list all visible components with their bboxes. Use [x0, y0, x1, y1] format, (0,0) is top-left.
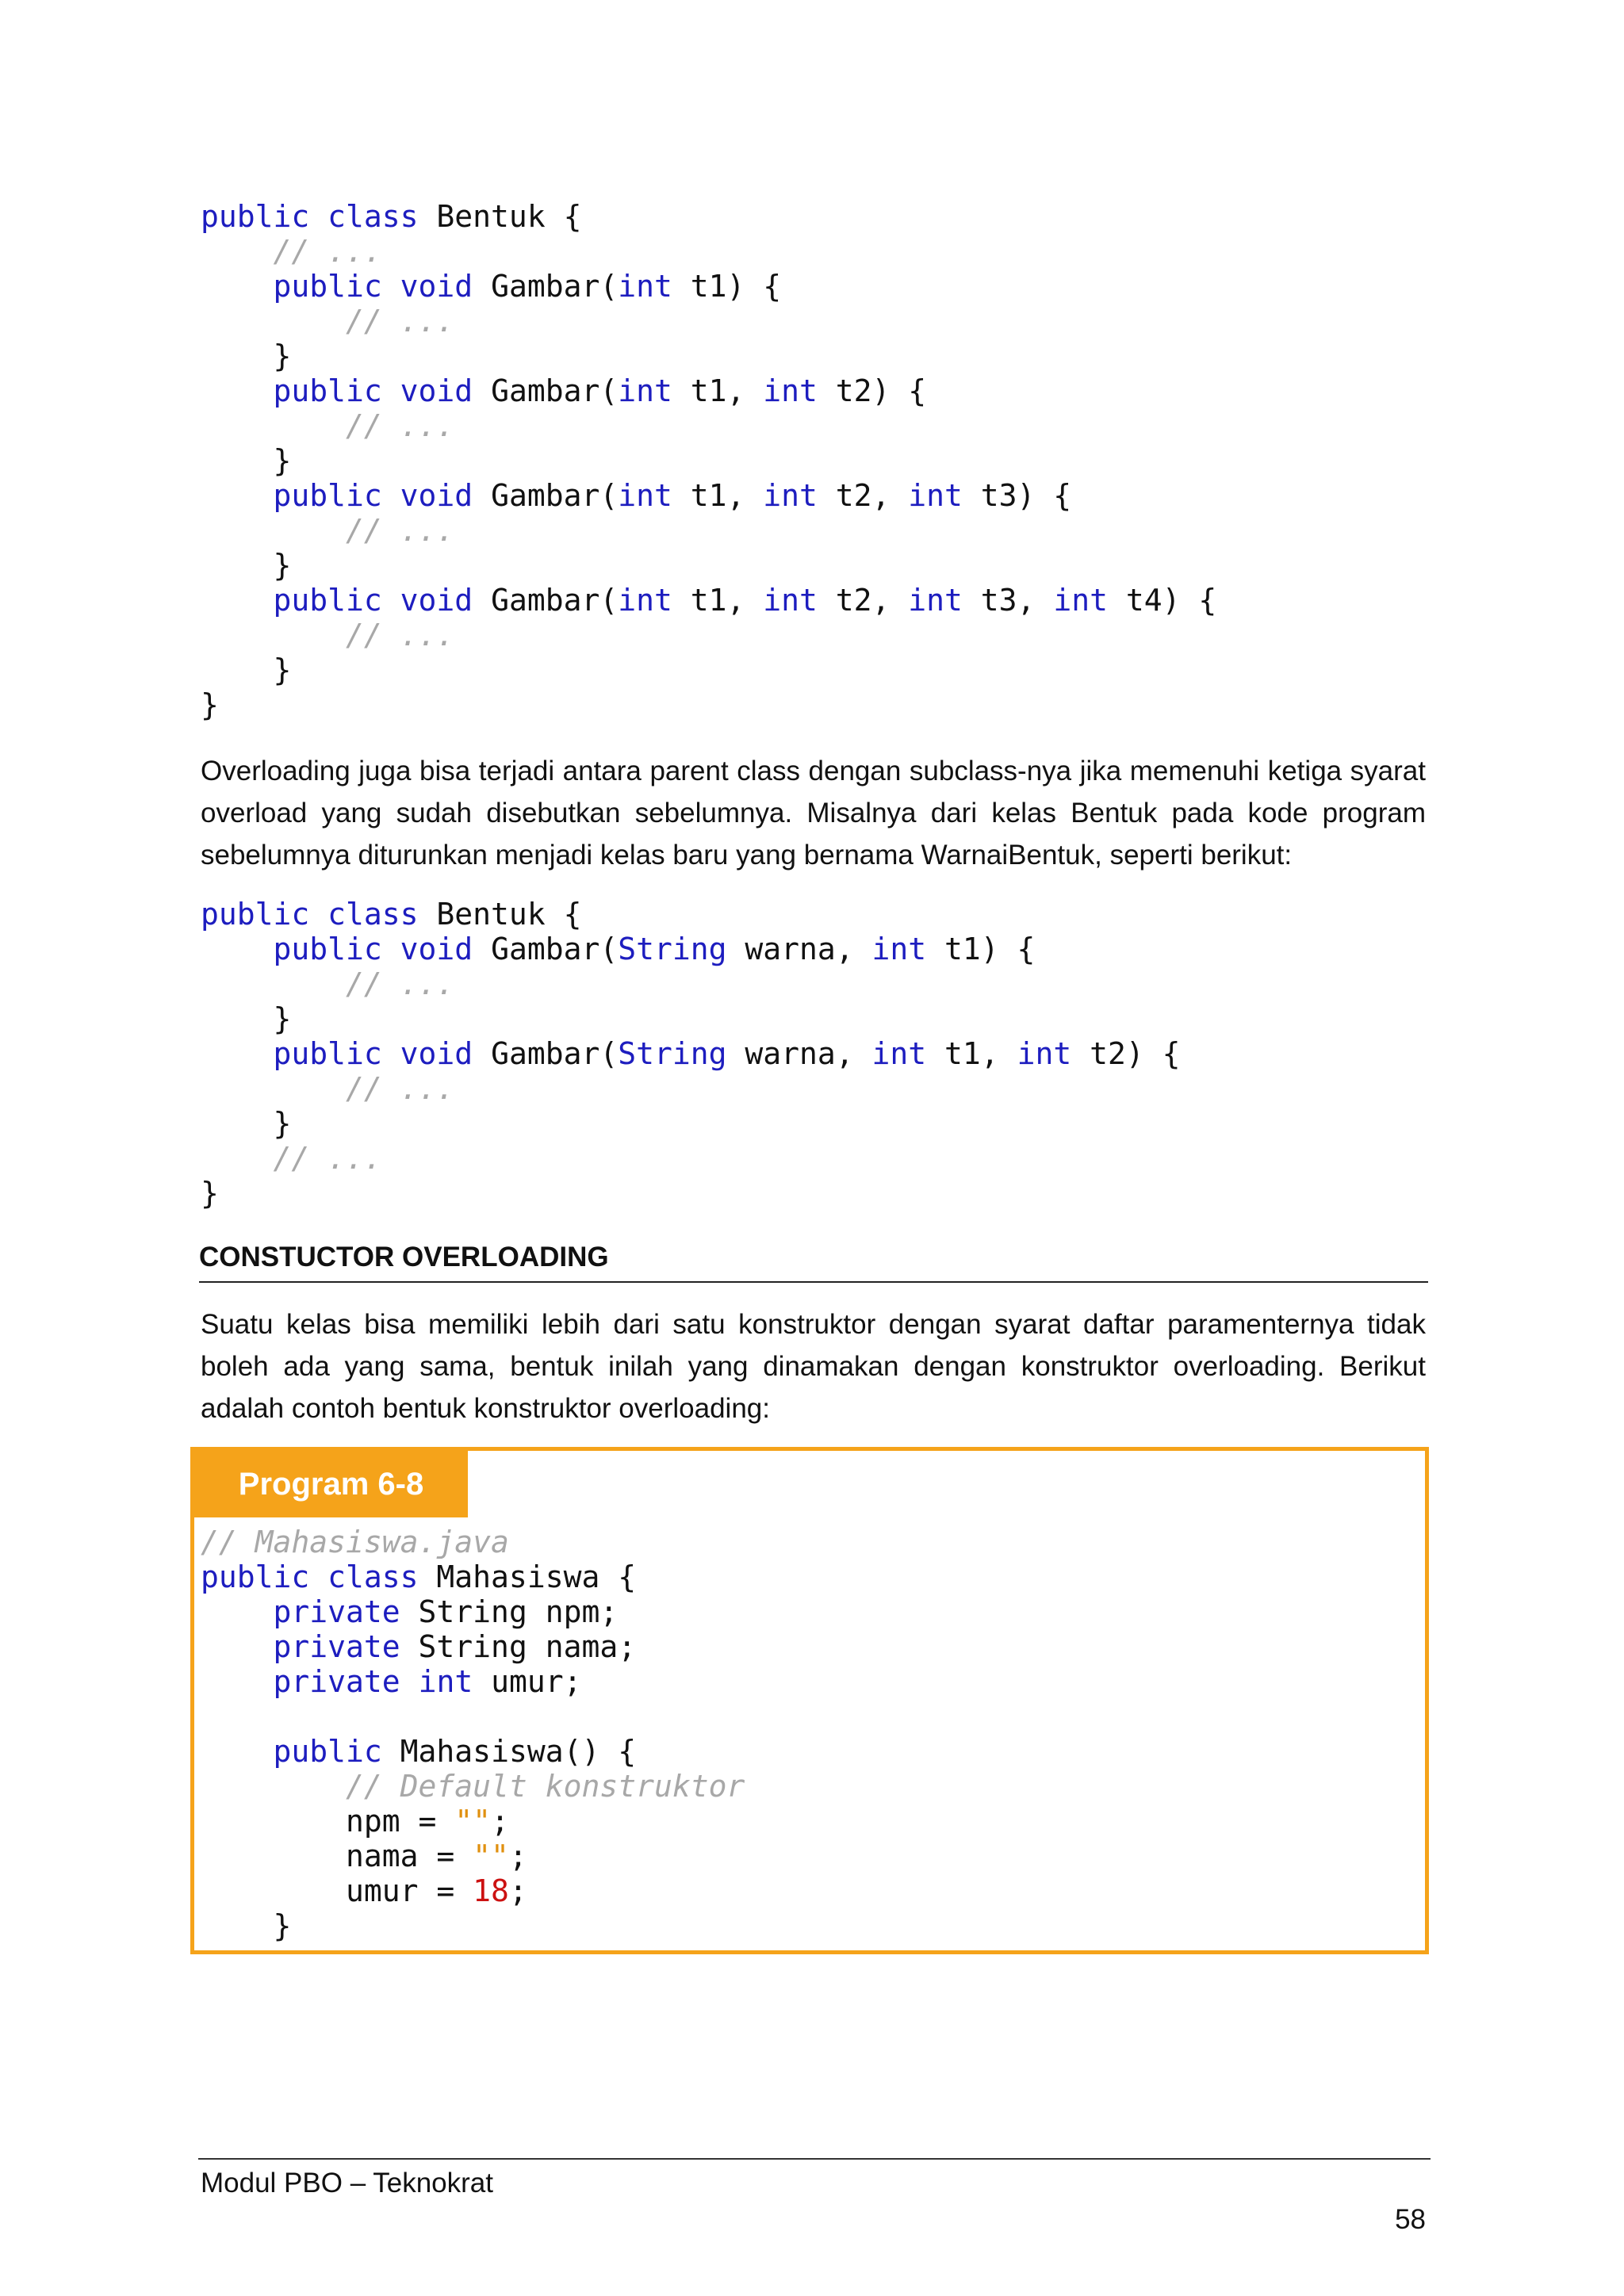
code-token — [201, 1769, 346, 1804]
code-token: warna, — [726, 932, 872, 966]
code-token: } — [201, 443, 292, 478]
code-token — [201, 583, 274, 618]
code-block-mahasiswa — [201, 1525, 745, 1943]
code-token: t2, — [817, 478, 909, 513]
code-comment: // ... — [346, 304, 455, 339]
code-token — [201, 1629, 274, 1664]
code-token: t4) { — [1107, 583, 1217, 618]
code-token — [400, 1664, 419, 1699]
code-keyword: public void — [273, 583, 473, 618]
code-token: Bentuk { — [418, 897, 582, 932]
code-token — [201, 478, 274, 513]
code-comment: // Mahasiswa.java — [201, 1525, 509, 1559]
code-line — [201, 1769, 745, 1804]
code-token: } — [201, 1908, 292, 1943]
code-token — [201, 1734, 274, 1769]
code-token — [201, 269, 274, 304]
code-line — [201, 652, 1216, 687]
code-keyword: int — [763, 373, 818, 408]
code-keyword: private — [273, 1594, 400, 1629]
code-token: } — [201, 652, 292, 687]
code-keyword: String — [618, 1036, 727, 1071]
footer-module-title: Modul PBO – Teknokrat — [201, 2168, 493, 2198]
code-number: 18 — [473, 1873, 509, 1908]
code-line — [201, 339, 1216, 373]
code-token — [201, 373, 274, 408]
code-line — [201, 443, 1216, 478]
code-comment: // ... — [346, 966, 455, 1001]
code-token — [201, 1664, 274, 1699]
code-line — [201, 1176, 1180, 1211]
code-token: } — [201, 1176, 219, 1211]
code-token — [201, 408, 346, 443]
code-comment: // Default konstruktor — [346, 1769, 745, 1804]
code-token — [201, 513, 346, 548]
code-token — [201, 618, 346, 652]
code-token: Gambar( — [473, 1036, 619, 1071]
code-keyword: int — [618, 373, 672, 408]
code-token: t1, — [672, 478, 764, 513]
code-line — [201, 1036, 1180, 1071]
code-line — [201, 304, 1216, 339]
code-token: ; — [508, 1873, 527, 1908]
code-keyword: public void — [273, 373, 473, 408]
code-line — [201, 583, 1216, 618]
code-token: t3, — [962, 583, 1054, 618]
code-token: } — [201, 548, 292, 583]
code-token: Mahasiswa { — [418, 1559, 637, 1594]
code-line — [201, 1071, 1180, 1106]
code-line — [201, 1873, 745, 1908]
code-keyword: int — [618, 583, 672, 618]
code-comment: // ... — [346, 513, 455, 548]
code-comment: // ... — [346, 618, 455, 652]
code-token — [201, 1036, 274, 1071]
code-token — [201, 234, 274, 269]
code-token: t1, — [672, 583, 764, 618]
code-token: npm = — [201, 1804, 455, 1839]
code-keyword: public — [273, 1734, 382, 1769]
code-line — [201, 548, 1216, 583]
code-keyword: int — [871, 932, 927, 966]
code-line — [201, 373, 1216, 408]
code-string: "" — [473, 1839, 509, 1873]
code-line — [201, 408, 1216, 443]
code-token — [201, 966, 346, 1001]
code-token — [201, 304, 346, 339]
code-line — [201, 1559, 745, 1594]
code-token: t2, — [817, 583, 909, 618]
code-token: String nama; — [400, 1629, 637, 1664]
code-keyword: public class — [201, 199, 419, 234]
code-token: } — [201, 1106, 292, 1141]
code-token: t2) { — [817, 373, 927, 408]
code-comment: // ... — [346, 408, 455, 443]
page-number: 58 — [1395, 2204, 1426, 2235]
paragraph-overloading: Overloading juga bisa terjadi antara parent class dengan subclass-nya jika memenuhi ketiga syarat overload yang sudah disebutkan sebelumnya. Misalnya dari kelas Bentuk pada kode program sebelumnya diturunkan menjadi kelas baru yang bernama WarnaiBentuk, seperti berikut: — [201, 756, 1426, 871]
footer-divider — [198, 2158, 1431, 2160]
code-keyword: int — [618, 478, 672, 513]
program-label: Program 6-8 — [194, 1451, 468, 1517]
code-line — [201, 897, 1180, 932]
code-line — [201, 1699, 745, 1734]
code-block-bentuk-warna — [201, 897, 1180, 1211]
code-token: String npm; — [400, 1594, 619, 1629]
code-token — [201, 1071, 346, 1106]
code-token: Bentuk { — [418, 199, 582, 234]
code-token: nama = — [201, 1839, 473, 1873]
code-line — [201, 1594, 745, 1629]
code-line — [201, 1525, 745, 1559]
code-token: } — [201, 339, 292, 373]
code-line — [201, 1141, 1180, 1176]
code-keyword: int — [871, 1036, 927, 1071]
section-heading: CONSTUCTOR OVERLOADING — [199, 1238, 1428, 1283]
code-keyword: String — [618, 932, 727, 966]
code-token: t2) { — [1071, 1036, 1181, 1071]
code-line — [201, 1908, 745, 1943]
code-line — [201, 478, 1216, 513]
code-token: umur = — [201, 1873, 473, 1908]
code-line — [201, 269, 1216, 304]
code-token: t1) { — [672, 269, 782, 304]
code-block-bentuk-overload — [201, 199, 1216, 722]
code-token: umur; — [473, 1664, 582, 1699]
code-token: t1, — [926, 1036, 1017, 1071]
code-token: Gambar( — [473, 932, 619, 966]
code-line — [201, 1106, 1180, 1141]
code-keyword: int — [908, 583, 963, 618]
code-token — [201, 1141, 274, 1176]
code-keyword: public void — [273, 1036, 473, 1071]
code-keyword: private — [273, 1629, 400, 1664]
code-line — [201, 1804, 745, 1839]
code-line — [201, 513, 1216, 548]
code-comment: // ... — [346, 1071, 455, 1106]
code-keyword: public void — [273, 932, 473, 966]
code-comment: // ... — [273, 1141, 382, 1176]
code-line — [201, 1664, 745, 1699]
code-line — [201, 618, 1216, 652]
code-token: Gambar( — [473, 269, 619, 304]
code-token: warna, — [726, 1036, 872, 1071]
code-token: Gambar( — [473, 478, 619, 513]
code-token: t1, — [672, 373, 764, 408]
code-token: t3) { — [962, 478, 1072, 513]
code-keyword: private — [273, 1664, 400, 1699]
code-line — [201, 1734, 745, 1769]
code-token — [201, 1594, 274, 1629]
code-line — [201, 966, 1180, 1001]
code-token: ; — [491, 1804, 509, 1839]
code-keyword: public class — [201, 897, 419, 932]
code-keyword: int — [1017, 1036, 1072, 1071]
code-token: } — [201, 687, 219, 722]
code-line — [201, 1839, 745, 1873]
code-token: ; — [508, 1839, 527, 1873]
code-token: Gambar( — [473, 583, 619, 618]
code-token: t1) { — [926, 932, 1036, 966]
code-token: Gambar( — [473, 373, 619, 408]
code-keyword: public void — [273, 269, 473, 304]
code-keyword: public void — [273, 478, 473, 513]
code-keyword: int — [908, 478, 963, 513]
code-line — [201, 1629, 745, 1664]
code-keyword: int — [763, 583, 818, 618]
paragraph-constructor: Suatu kelas bisa memiliki lebih dari satu konstruktor dengan syarat daftar paramenternya tidak boleh ada yang sama, bentuk inilah yang dinamakan dengan konstruktor overloading. Berikut adalah contoh bentuk konstruktor overloading: — [201, 1309, 1426, 1424]
code-keyword: int — [618, 269, 672, 304]
code-line — [201, 199, 1216, 234]
code-keyword: int — [1053, 583, 1108, 618]
code-comment: // ... — [273, 234, 382, 269]
code-token — [201, 932, 274, 966]
code-line — [201, 234, 1216, 269]
code-keyword: public class — [201, 1559, 419, 1594]
code-string: "" — [454, 1804, 492, 1839]
code-line — [201, 932, 1180, 966]
code-line — [201, 1001, 1180, 1036]
code-keyword: int — [418, 1664, 473, 1699]
code-token: Mahasiswa() { — [381, 1734, 637, 1769]
code-line — [201, 687, 1216, 722]
code-keyword: int — [763, 478, 818, 513]
code-token: } — [201, 1001, 292, 1036]
